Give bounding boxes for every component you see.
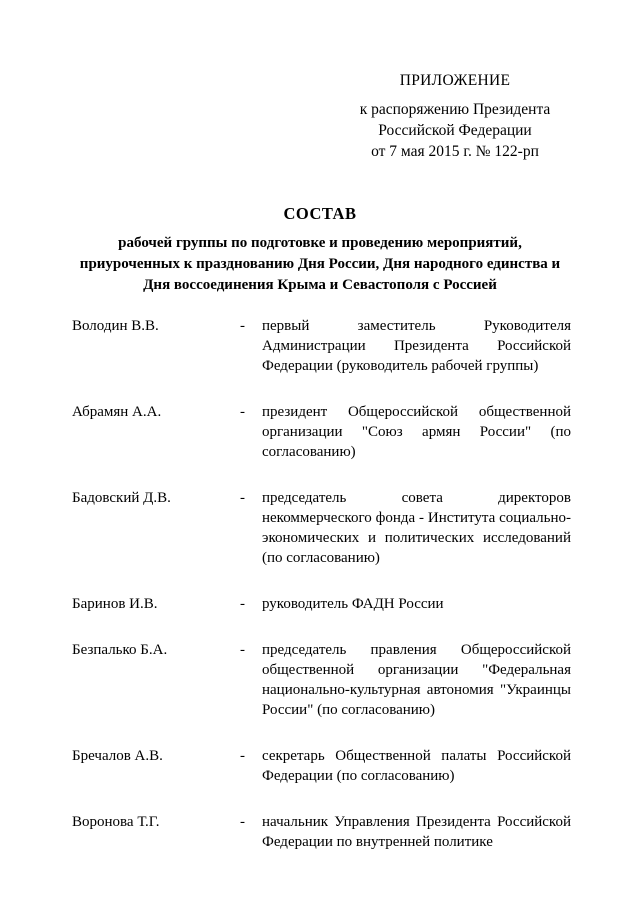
member-name: Бречалов А.В. xyxy=(72,748,163,764)
appendix-heading: ПРИЛОЖЕНИЕ xyxy=(399,72,511,89)
member-name: Володин В.В. xyxy=(72,318,159,334)
member-entry xyxy=(0,640,640,720)
member-name: Воронова Т.Г. xyxy=(72,814,160,830)
member-separator: - xyxy=(240,596,245,612)
member-entry xyxy=(0,594,640,614)
member-entry xyxy=(0,488,640,568)
member-separator: - xyxy=(240,404,245,420)
member-name: Безпалько Б.А. xyxy=(72,642,168,658)
document-title: СОСТАВ xyxy=(283,204,357,223)
member-name: Баринов И.В. xyxy=(72,596,158,612)
member-role: председатель совета директоров некоммерческого фонда - Института социально-экономических и политических исследований (по согласованию) xyxy=(262,490,571,566)
appendix-block xyxy=(330,70,580,162)
appendix-line-3: от 7 мая 2015 г. № 122-рп xyxy=(371,143,539,160)
member-role: секретарь Общественной палаты Российской Федерации (по согласованию) xyxy=(262,748,571,784)
member-separator: - xyxy=(240,814,245,830)
appendix-line-1: к распоряжению Президента xyxy=(359,101,551,118)
appendix-line-2: Российской Федерации xyxy=(378,122,532,139)
member-name: Абрамян А.А. xyxy=(72,404,162,420)
document-subtitle: рабочей группы по подготовке и проведению мероприятий, приуроченных к празднованию Дня России, Дня народного единства и Дня воссоединения Крыма и Севастополя с Россией xyxy=(79,235,561,293)
member-entry xyxy=(0,402,640,462)
member-separator: - xyxy=(240,642,245,658)
member-role: начальник Управления Президента Российской Федерации по внутренней политике xyxy=(262,814,571,850)
member-role: руководитель ФАДН России xyxy=(262,596,444,612)
member-entry xyxy=(0,316,640,376)
member-separator: - xyxy=(240,318,245,334)
member-role: президент Общероссийской общественной организации "Союз армян России" (по согласованию) xyxy=(262,404,571,460)
member-separator: - xyxy=(240,748,245,764)
member-role: председатель правления Общероссийской общественной организации "Федеральная национально-культурная автономия "Украинцы России" (по согласованию) xyxy=(262,642,571,718)
member-entry xyxy=(0,812,640,852)
members-list xyxy=(0,316,640,852)
member-name: Бадовский Д.В. xyxy=(72,490,171,506)
member-separator: - xyxy=(240,490,245,506)
member-role: первый заместитель Руководителя Администрации Президента Российской Федерации (руководитель рабочей группы) xyxy=(262,318,571,374)
member-entry xyxy=(0,746,640,786)
